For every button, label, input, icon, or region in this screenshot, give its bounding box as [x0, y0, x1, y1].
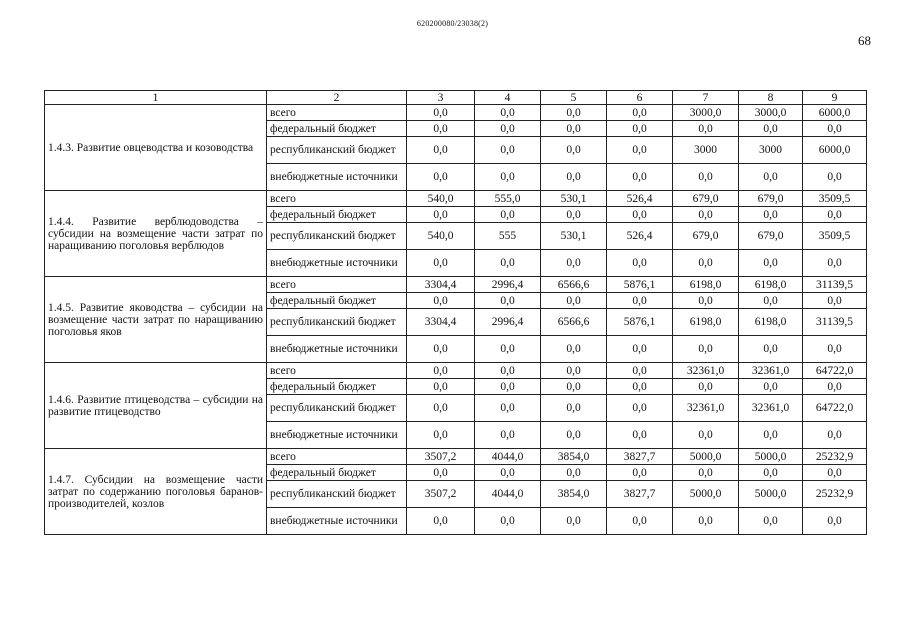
value-cell: 6000,0 — [803, 137, 867, 164]
value-cell: 3507,2 — [407, 449, 475, 465]
table-row — [45, 363, 867, 379]
value-cell: 0,0 — [607, 465, 673, 481]
value-cell: 5876,1 — [607, 309, 673, 336]
value-cell: 0,0 — [803, 422, 867, 449]
value-cell: 0,0 — [607, 293, 673, 309]
value-cell: 0,0 — [673, 121, 739, 137]
column-header: 8 — [739, 91, 803, 105]
value-cell: 0,0 — [541, 293, 607, 309]
value-cell: 0,0 — [407, 508, 475, 535]
value-cell: 0,0 — [803, 336, 867, 363]
value-cell: 25232,9 — [803, 481, 867, 508]
value-cell: 679,0 — [673, 223, 739, 250]
value-cell: 0,0 — [607, 250, 673, 277]
column-header: 6 — [607, 91, 673, 105]
funding-source: республиканский бюджет — [267, 223, 407, 250]
value-cell: 540,0 — [407, 191, 475, 207]
value-cell: 3507,2 — [407, 481, 475, 508]
funding-source: федеральный бюджет — [267, 379, 407, 395]
value-cell: 679,0 — [739, 191, 803, 207]
value-cell: 530,1 — [541, 191, 607, 207]
value-cell: 0,0 — [475, 363, 541, 379]
value-cell: 0,0 — [739, 121, 803, 137]
value-cell: 0,0 — [475, 164, 541, 191]
value-cell: 32361,0 — [739, 395, 803, 422]
value-cell: 6198,0 — [739, 277, 803, 293]
funding-source: республиканский бюджет — [267, 395, 407, 422]
value-cell: 31139,5 — [803, 309, 867, 336]
column-header: 7 — [673, 91, 739, 105]
value-cell: 4044,0 — [475, 481, 541, 508]
value-cell: 32361,0 — [673, 363, 739, 379]
measure-name: 1.4.7. Субсидии на возмещение части затрат по содержанию поголовья баранов-производителей, козлов — [45, 449, 267, 535]
value-cell: 0,0 — [607, 508, 673, 535]
column-header: 9 — [803, 91, 867, 105]
value-cell: 0,0 — [803, 465, 867, 481]
value-cell: 3827,7 — [607, 481, 673, 508]
value-cell: 3000,0 — [739, 105, 803, 121]
value-cell: 0,0 — [607, 422, 673, 449]
funding-source: республиканский бюджет — [267, 137, 407, 164]
column-header: 3 — [407, 91, 475, 105]
value-cell: 0,0 — [541, 121, 607, 137]
value-cell: 5000,0 — [739, 449, 803, 465]
value-cell: 6000,0 — [803, 105, 867, 121]
value-cell: 0,0 — [541, 250, 607, 277]
value-cell: 0,0 — [803, 508, 867, 535]
value-cell: 0,0 — [673, 293, 739, 309]
value-cell: 0,0 — [475, 250, 541, 277]
value-cell: 3854,0 — [541, 449, 607, 465]
value-cell: 0,0 — [739, 250, 803, 277]
value-cell: 0,0 — [607, 395, 673, 422]
funding-source: внебюджетные источники — [267, 250, 407, 277]
value-cell: 0,0 — [541, 363, 607, 379]
funding-source: внебюджетные источники — [267, 164, 407, 191]
value-cell: 0,0 — [541, 137, 607, 164]
value-cell: 530,1 — [541, 223, 607, 250]
value-cell: 0,0 — [475, 121, 541, 137]
value-cell: 0,0 — [475, 207, 541, 223]
value-cell: 679,0 — [673, 191, 739, 207]
value-cell: 0,0 — [541, 105, 607, 121]
funding-source: всего — [267, 191, 407, 207]
value-cell: 0,0 — [673, 250, 739, 277]
value-cell: 0,0 — [407, 379, 475, 395]
value-cell: 0,0 — [541, 336, 607, 363]
value-cell: 0,0 — [541, 207, 607, 223]
funding-source: федеральный бюджет — [267, 465, 407, 481]
value-cell: 0,0 — [475, 105, 541, 121]
value-cell: 0,0 — [673, 207, 739, 223]
value-cell: 0,0 — [607, 363, 673, 379]
value-cell: 3000,0 — [673, 105, 739, 121]
value-cell: 0,0 — [407, 336, 475, 363]
measure-name: 1.4.5. Развитие яководства – субсидии на возмещение части затрат по наращиванию поголовья яков — [45, 277, 267, 363]
value-cell: 0,0 — [739, 465, 803, 481]
value-cell: 0,0 — [475, 336, 541, 363]
funding-source: федеральный бюджет — [267, 293, 407, 309]
value-cell: 0,0 — [673, 508, 739, 535]
funding-source: всего — [267, 363, 407, 379]
value-cell: 679,0 — [739, 223, 803, 250]
value-cell: 3509,5 — [803, 223, 867, 250]
column-header: 1 — [45, 91, 267, 105]
value-cell: 0,0 — [541, 164, 607, 191]
value-cell: 0,0 — [475, 379, 541, 395]
value-cell: 0,0 — [541, 465, 607, 481]
value-cell: 64722,0 — [803, 363, 867, 379]
value-cell: 0,0 — [607, 336, 673, 363]
funding-source: всего — [267, 449, 407, 465]
value-cell: 0,0 — [607, 379, 673, 395]
value-cell: 32361,0 — [673, 395, 739, 422]
value-cell: 0,0 — [541, 422, 607, 449]
value-cell: 526,4 — [607, 223, 673, 250]
value-cell: 526,4 — [607, 191, 673, 207]
value-cell: 0,0 — [475, 137, 541, 164]
value-cell: 0,0 — [739, 293, 803, 309]
value-cell: 6198,0 — [739, 309, 803, 336]
value-cell: 4044,0 — [475, 449, 541, 465]
value-cell: 540,0 — [407, 223, 475, 250]
value-cell: 3854,0 — [541, 481, 607, 508]
funding-source: республиканский бюджет — [267, 309, 407, 336]
value-cell: 3000 — [673, 137, 739, 164]
value-cell: 3827,7 — [607, 449, 673, 465]
funding-source: внебюджетные источники — [267, 508, 407, 535]
value-cell: 0,0 — [407, 121, 475, 137]
value-cell: 0,0 — [541, 395, 607, 422]
value-cell: 0,0 — [407, 137, 475, 164]
value-cell: 0,0 — [607, 164, 673, 191]
value-cell: 5876,1 — [607, 277, 673, 293]
value-cell: 0,0 — [407, 105, 475, 121]
value-cell: 0,0 — [673, 422, 739, 449]
value-cell: 0,0 — [407, 293, 475, 309]
value-cell: 0,0 — [541, 508, 607, 535]
value-cell: 555 — [475, 223, 541, 250]
value-cell: 0,0 — [407, 465, 475, 481]
value-cell: 2996,4 — [475, 277, 541, 293]
value-cell: 0,0 — [739, 422, 803, 449]
funding-source: всего — [267, 105, 407, 121]
value-cell: 0,0 — [739, 207, 803, 223]
budget-table — [44, 90, 867, 535]
value-cell: 0,0 — [607, 121, 673, 137]
value-cell: 0,0 — [739, 379, 803, 395]
table-row — [45, 191, 867, 207]
funding-source: республиканский бюджет — [267, 481, 407, 508]
funding-source: внебюджетные источники — [267, 422, 407, 449]
value-cell: 0,0 — [541, 379, 607, 395]
value-cell: 0,0 — [407, 395, 475, 422]
value-cell: 0,0 — [803, 121, 867, 137]
value-cell: 0,0 — [739, 336, 803, 363]
document-id: 620200080/23038(2) — [416, 19, 489, 28]
value-cell: 3304,4 — [407, 277, 475, 293]
funding-source: федеральный бюджет — [267, 207, 407, 223]
table-row — [45, 449, 867, 465]
column-header: 4 — [475, 91, 541, 105]
value-cell: 5000,0 — [739, 481, 803, 508]
measure-name: 1.4.4. Развитие верблюдоводства – субсидии на возмещение части затрат по наращиванию поголовья верблюдов — [45, 191, 267, 277]
value-cell: 3000 — [739, 137, 803, 164]
value-cell: 0,0 — [739, 164, 803, 191]
value-cell: 5000,0 — [673, 449, 739, 465]
value-cell: 0,0 — [739, 508, 803, 535]
value-cell: 0,0 — [407, 250, 475, 277]
measure-name: 1.4.3. Развитие овцеводства и козоводства — [45, 105, 267, 191]
value-cell: 0,0 — [803, 207, 867, 223]
funding-source: федеральный бюджет — [267, 121, 407, 137]
value-cell: 0,0 — [407, 363, 475, 379]
value-cell: 0,0 — [475, 422, 541, 449]
value-cell: 0,0 — [673, 336, 739, 363]
page-number: 68 — [858, 33, 871, 48]
value-cell: 0,0 — [803, 379, 867, 395]
value-cell: 0,0 — [475, 508, 541, 535]
value-cell: 0,0 — [475, 465, 541, 481]
value-cell: 31139,5 — [803, 277, 867, 293]
value-cell: 25232,9 — [803, 449, 867, 465]
value-cell: 0,0 — [673, 164, 739, 191]
value-cell: 6198,0 — [673, 309, 739, 336]
value-cell: 0,0 — [607, 137, 673, 164]
value-cell: 0,0 — [607, 105, 673, 121]
value-cell: 0,0 — [475, 293, 541, 309]
value-cell: 64722,0 — [803, 395, 867, 422]
value-cell: 0,0 — [607, 207, 673, 223]
value-cell: 0,0 — [803, 293, 867, 309]
value-cell: 0,0 — [673, 379, 739, 395]
value-cell: 0,0 — [407, 422, 475, 449]
table-row — [45, 277, 867, 293]
value-cell: 6566,6 — [541, 277, 607, 293]
value-cell: 6566,6 — [541, 309, 607, 336]
table-row — [45, 105, 867, 121]
value-cell: 0,0 — [407, 207, 475, 223]
value-cell: 3509,5 — [803, 191, 867, 207]
value-cell: 0,0 — [407, 164, 475, 191]
funding-source: всего — [267, 277, 407, 293]
funding-source: внебюджетные источники — [267, 336, 407, 363]
value-cell: 3304,4 — [407, 309, 475, 336]
value-cell: 5000,0 — [673, 481, 739, 508]
measure-name: 1.4.6. Развитие птицеводства – субсидии на развитие птицеводство — [45, 363, 267, 449]
value-cell: 32361,0 — [739, 363, 803, 379]
value-cell: 0,0 — [475, 395, 541, 422]
value-cell: 0,0 — [803, 250, 867, 277]
value-cell: 0,0 — [673, 465, 739, 481]
value-cell: 0,0 — [803, 164, 867, 191]
value-cell: 555,0 — [475, 191, 541, 207]
header-row — [45, 91, 867, 105]
value-cell: 2996,4 — [475, 309, 541, 336]
value-cell: 6198,0 — [673, 277, 739, 293]
column-header: 5 — [541, 91, 607, 105]
column-header: 2 — [267, 91, 407, 105]
